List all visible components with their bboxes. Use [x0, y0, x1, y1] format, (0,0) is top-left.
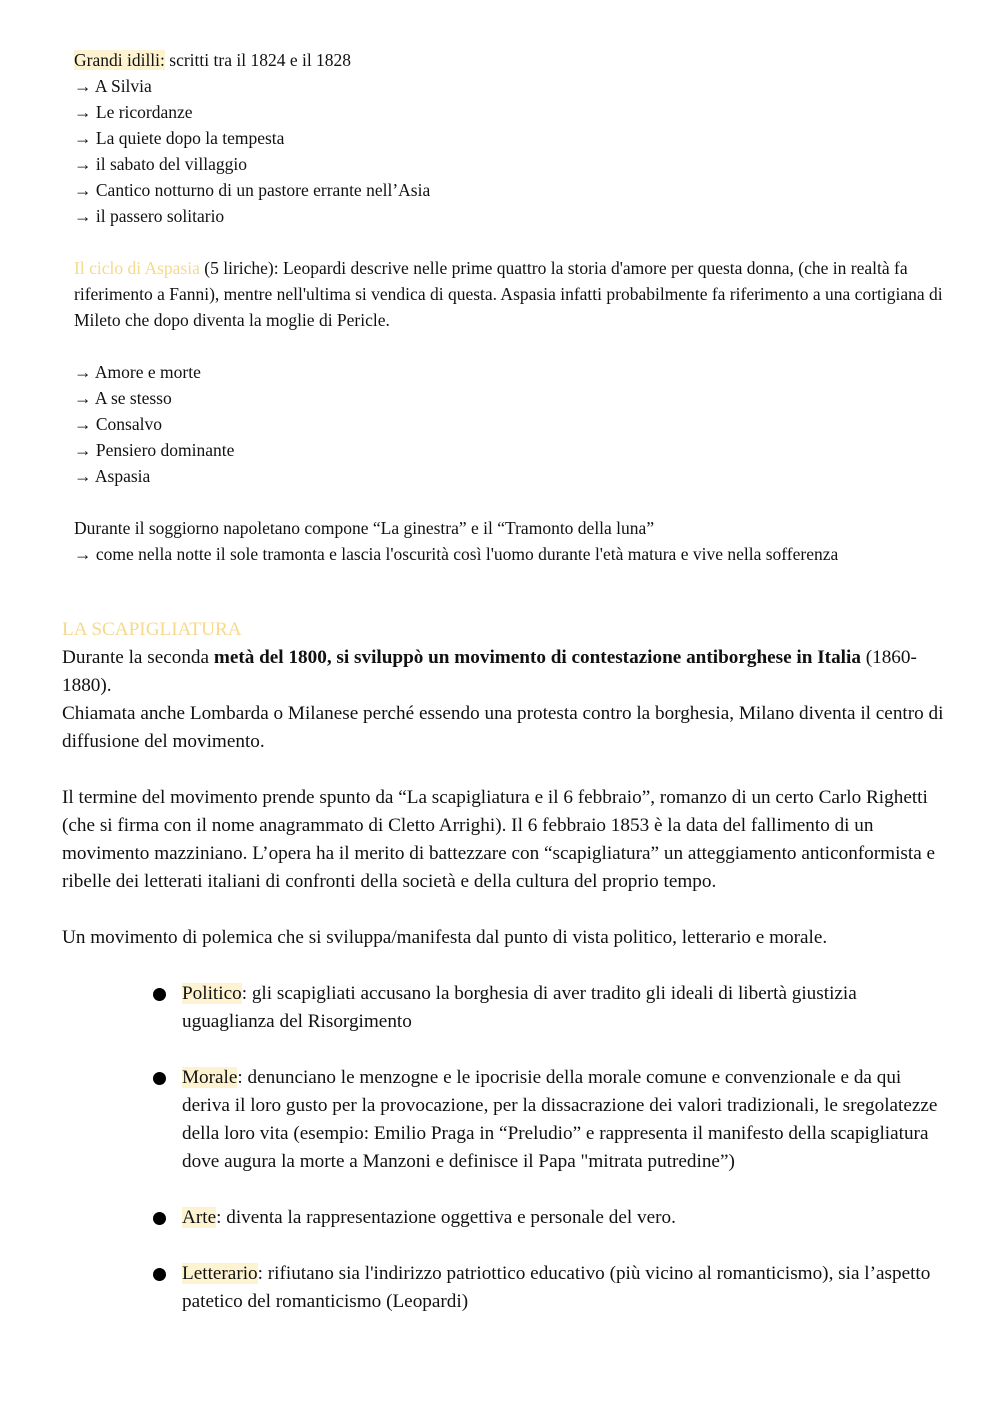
- bullet-text: : diventa la rappresentazione oggettiva e personale del vero.: [216, 1207, 676, 1228]
- section-scapigliatura: [62, 616, 952, 1344]
- napoli-arrow-line: → come nella notte il sole tramonta e lascia l'oscurità così l'uomo durante l'età matura e vive nella sofferenza: [74, 544, 839, 564]
- bullet-text: : rifiutano sia l'indirizzo patriottico educativo (più vicino al romanticismo), sia l’aspetto patetico del romanticismo (Leopardi): [182, 1263, 931, 1312]
- bullet-dot-icon: [153, 1072, 166, 1085]
- list-item: → il passero solitario: [74, 206, 225, 226]
- paragraph-termine: Il termine del movimento prende spunto da “La scapigliatura e il 6 febbraio”, romanzo di un certo Carlo Righetti (che si firma con il nome anagrammato di Cletto Arrighi). Il 6 febbraio 1853 è la data del fallimento di un movimento mazziniano. L’opera ha il merito di battezzare con “scapigliatura” un atteggiamento anticonformista e ribelle dei letterati italiani di confronti della società e della cultura del proprio tempo.: [62, 787, 936, 892]
- list-item: → Amore e morte: [74, 362, 201, 382]
- section-leopardi: [74, 47, 954, 567]
- grandi-idilli-line: [74, 47, 954, 73]
- list-item: → A se stesso: [74, 388, 172, 408]
- paragraph-milano: Chiamata anche Lombarda o Milanese perché essendo una protesta contro la borghesia, Milano diventa il centro di diffusione del movimento.: [62, 703, 944, 752]
- list-item: → La quiete dopo la tempesta: [74, 128, 285, 148]
- bullet-text: : gli scapigliati accusano la borghesia di aver tradito gli ideali di libertà giustizia uguaglianza del Risorgimento: [182, 983, 857, 1032]
- bullet-item-letterario: [62, 1260, 952, 1316]
- bullet-label: Arte: [182, 1207, 217, 1228]
- section-heading: LA SCAPIGLIATURA: [62, 619, 242, 640]
- list-item: → Pensiero dominante: [74, 440, 235, 460]
- paragraph-polemica: Un movimento di polemica che si sviluppa/manifesta dal punto di vista politico, letterario e morale.: [62, 927, 828, 948]
- grandi-idilli-label: Grandi idilli:: [74, 50, 165, 70]
- bullet-label: Letterario: [182, 1263, 258, 1284]
- bullet-item-morale: [62, 1064, 952, 1176]
- bullet-list: [62, 980, 952, 1316]
- aspasia-paragraph: [74, 255, 954, 333]
- paragraph-text: (1860-1880).: [62, 647, 917, 696]
- bullet-item-arte: [62, 1204, 952, 1232]
- paragraph-intro: [62, 644, 952, 700]
- list-item: → Le ricordanze: [74, 102, 193, 122]
- bullet-label: Morale: [182, 1067, 238, 1088]
- bold-text: metà del 1800, si sviluppò un movimento di contestazione antiborghese in Italia: [213, 647, 861, 668]
- bullet-text: : denunciano le menzogne e le ipocrisie della morale comune e convenzionale e da qui deriva il loro gusto per la provocazione, per la dissacrazione dei valori tradizionali, le sregolatezze della loro vita (esempio: Emilio Praga in “Preludio” e rappresenta il manifesto della scapigliatura dove augura la morte a Manzoni e definisce il Papa "mitrata putredine”): [182, 1067, 938, 1172]
- bullet-dot-icon: [153, 988, 166, 1001]
- list-item: → Consalvo: [74, 414, 162, 434]
- bullet-dot-icon: [153, 1268, 166, 1281]
- bullet-dot-icon: [153, 1212, 166, 1225]
- aspasia-label: Il ciclo di Aspasia: [74, 258, 200, 278]
- aspasia-text: (5 liriche): Leopardi descrive nelle prime quattro la storia d'amore per questa donna, (che in realtà fa riferimento a Fanni), mentre nell'ultima si vendica di questa. Aspasia infatti probabilmente fa riferimento a una cortigiana di Mileto che dopo diventa la moglie di Pericle.: [74, 258, 943, 330]
- bullet-label: Politico: [182, 983, 242, 1004]
- paragraph-text: Durante la seconda: [62, 647, 214, 668]
- grandi-idilli-text: scritti tra il 1824 e il 1828: [164, 50, 352, 70]
- list-item: → A Silvia: [74, 76, 152, 96]
- list-item: → Aspasia: [74, 466, 151, 486]
- list-item: → Cantico notturno di un pastore errante nell’Asia: [74, 180, 431, 200]
- napoli-line: Durante il soggiorno napoletano compone “La ginestra” e il “Tramonto della luna”: [74, 518, 655, 538]
- list-item: → il sabato del villaggio: [74, 154, 248, 174]
- bullet-item-politico: [62, 980, 952, 1036]
